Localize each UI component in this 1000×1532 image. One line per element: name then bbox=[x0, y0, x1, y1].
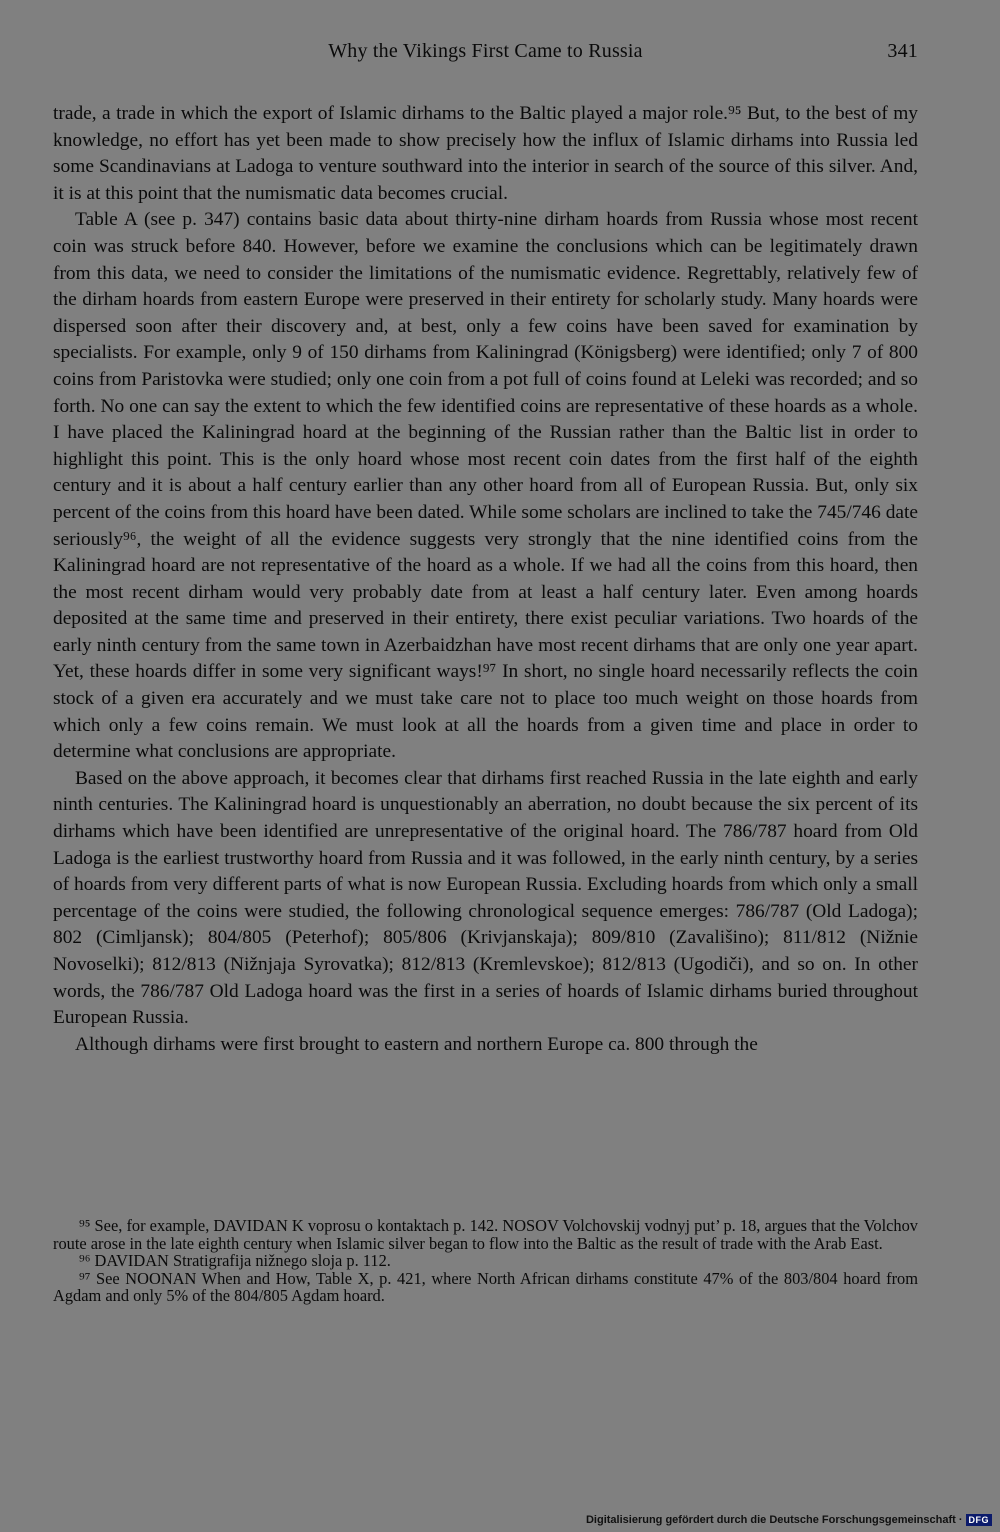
running-head bbox=[53, 40, 918, 70]
running-title: Why the Vikings First Came to Russia bbox=[328, 40, 643, 62]
footnote-95: ⁹⁵ See, for example, DAVIDAN K voprosu o kontaktach p. 142. NOSOV Volchovskij vodnyj put’ p. 18, argues that the Volchov route arose in the late eighth century when Islamic silver began to flow into the Baltic as the result of trade with the Arab East. bbox=[53, 1216, 918, 1253]
page-number: 341 bbox=[887, 40, 918, 62]
paragraph-2: Table A (see p. 347) contains basic data about thirty-nine dirham hoards from Russia whose most recent coin was struck before 840. However, before we examine the conclusions which can be legitimately drawn from this data, we need to consider the limitations of the numismatic evidence. Regrettably, relatively few of the dirham hoards from eastern Europe were preserved in their entirety for scholarly study. Many hoards were dispersed soon after their discovery and, at best, only a few coins have been saved for examination by specialists. For example, only 9 of 150 dirhams from Kaliningrad (Königsberg) were identified; only 7 of 800 coins from Paristovka were studied; only one coin from a pot full of coins found at Leleki was recorded; and so forth. No one can say the extent to which the few identified coins are representative of these hoards as a whole. I have placed the Kaliningrad hoard at the beginning of the Russian rather than the Baltic list in order to highlight this point. This is the only hoard whose most recent coin dates from the first half of the eighth century and it is about a half century earlier than any other hoard from all of European Russia. But, only six percent of the coins from this hoard have been dated. While some scholars are inclined to take the 745/746 date seriously⁹⁶, the weight of all the evidence suggests very strongly that the nine identified coins from the Kaliningrad hoard are not representative of the hoard as a whole. If we had all the coins from this hoard, then the most recent dirham would very probably date from at least a half century later. Even among hoards deposited at the same time and preserved in their entirety, there exist peculiar variations. Two hoards of the early ninth century from the same town in Azerbaidzhan have most recent dirhams that are only one year apart. Yet, these hoards differ in some very significant ways!⁹⁷ In short, no single hoard necessarily reflects the coin stock of a given era accurately and we must take care not to place too much weight on those hoards from which only a few coins remain. We must look at all the hoards from a given time and place in order to determine what conclusions are appropriate. bbox=[53, 209, 918, 763]
paragraph-1: trade, a trade in which the export of Islamic dirhams to the Baltic played a major role.⁹⁵ But, to the best of my knowledge, no effort has yet been made to show precisely how the influx of Islamic dirhams into Russia led some Scandinavians at Ladoga to venture southward into the interior in search of the source of this silver. And, it is at this point that the numismatic data becomes crucial. bbox=[53, 103, 918, 204]
footnotes bbox=[53, 1217, 918, 1305]
paragraph-3: Based on the above approach, it becomes clear that dirhams first reached Russia in the late eighth and early ninth centuries. The Kaliningrad hoard is unquestionably an aberration, no doubt because the six percent of its dirhams which have been identified are unrepresentative of the original hoard. The 786/787 hoard from Old Ladoga is the earliest trustworthy hoard from Russia and it was followed, in the early ninth century, by a series of hoards from very different parts of what is now European Russia. Excluding hoards from which only a small percentage of the coins were studied, the following chronological sequence emerges: 786/787 (Old Ladoga); 802 (Cimljansk); 804/805 (Peterhof); 805/806 (Krivjanskaja); 809/810 (Zavališino); 811/812 (Nižnie Novoselki); 812/813 (Nižnjaja Syrovatka); 812/813 (Kremlevskoe); 812/813 (Ugodiči), and so on. In other words, the 786/787 Old Ladoga hoard was the first in a series of hoards of Islamic dirhams buried throughout European Russia. bbox=[53, 767, 918, 1029]
digitization-credit bbox=[586, 1514, 992, 1526]
footnote-96: ⁹⁶ DAVIDAN Stratigrafija nižnego sloja p. 112. bbox=[79, 1251, 391, 1271]
footnote-97: ⁹⁷ See NOONAN When and How, Table X, p. 421, where North African dirhams constitute 47% of the 803/804 hoard from Agdam and only 5% of the 804/805 Agdam hoard. bbox=[53, 1268, 918, 1306]
paragraph-4: Although dirhams were first brought to eastern and northern Europe ca. 800 through the bbox=[75, 1033, 758, 1055]
body-text bbox=[53, 101, 918, 1058]
credit-text: Digitalisierung gefördert durch die Deutsche Forschungsgemeinschaft · bbox=[585, 1514, 963, 1526]
dfg-logo: DFG bbox=[966, 1514, 993, 1526]
